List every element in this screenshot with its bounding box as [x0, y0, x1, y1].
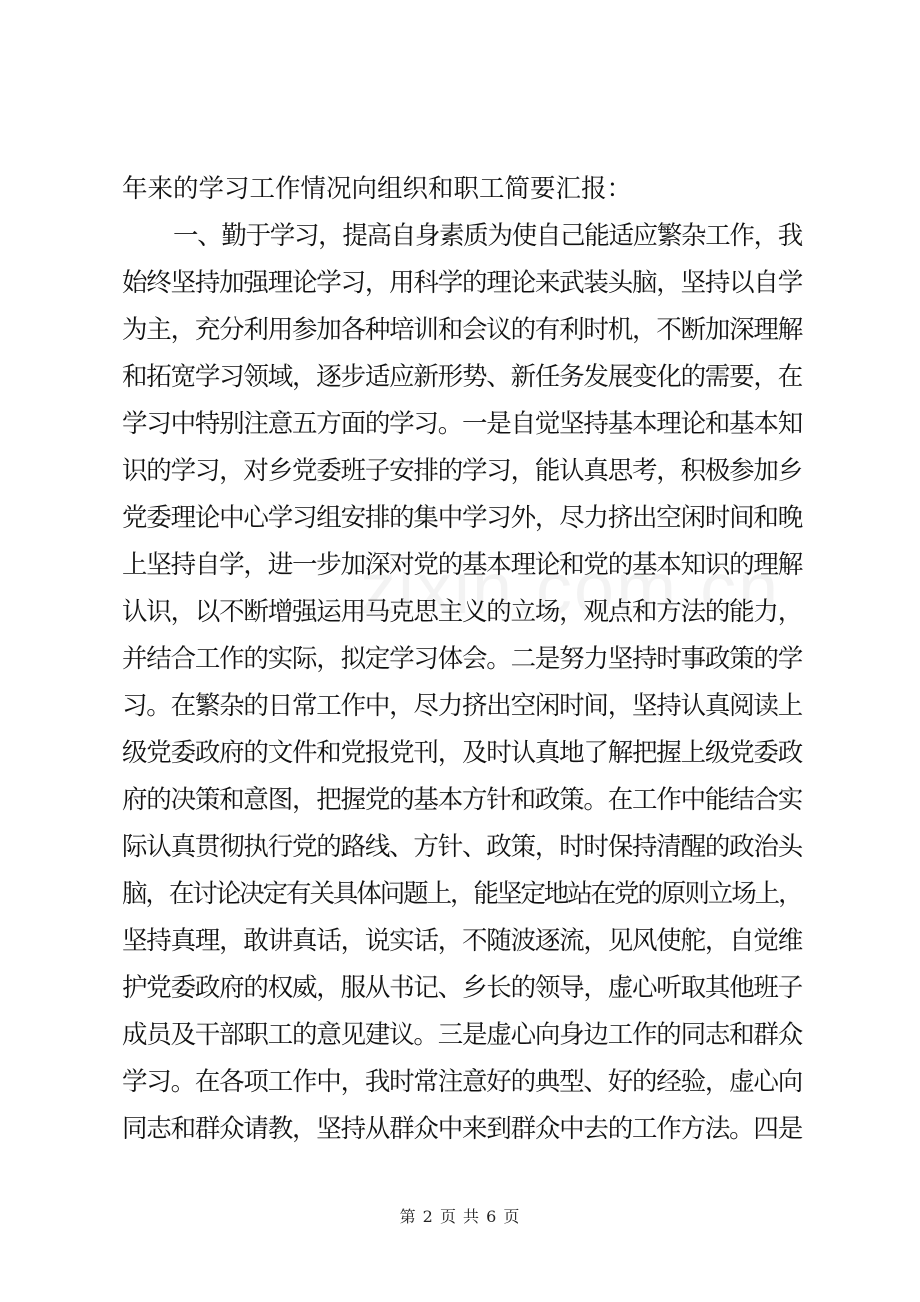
text-line: 同志和群众请教，坚持从群众中来到群众中去的工作方法。四是: [122, 1114, 803, 1144]
text-line: 成员及干部职工的意见建议。三是虚心向身边工作的同志和群众: [122, 1020, 803, 1050]
text-line: 习。在繁杂的日常工作中，尽力挤出空闲时间，坚持认真阅读上: [122, 691, 803, 721]
document-body: [122, 166, 802, 1153]
text-line: 护党委政府的权威，服从书记、乡长的领导，虚心听取其他班子: [122, 973, 803, 1003]
text-line: 级党委政府的文件和党报党刊，及时认真地了解把握上级党委政: [122, 738, 803, 768]
text-line: 始终坚持加强理论学习，用科学的理论来武装头脑，坚持以自学: [122, 268, 803, 298]
text-line: 坚持真理，敢讲真话，说实话，不随波逐流，见风使舵，自觉维: [122, 926, 803, 956]
text-line: 为主，充分利用参加各种培训和会议的有利时机，不断加深理解: [122, 315, 803, 345]
page-number-footer: 第 2 页 共 6 页: [399, 1207, 521, 1226]
text-line: 学习中特别注意五方面的学习。一是自觉坚持基本理论和基本知: [122, 409, 803, 439]
text-line: 际认真贯彻执行党的路线、方针、政策，时时保持清醒的政治头: [122, 832, 803, 862]
text-line: 上坚持自学，进一步加深对党的基本理论和党的基本知识的理解: [122, 550, 803, 580]
text-line: 学习。在各项工作中，我时常注意好的典型、好的经验，虚心向: [122, 1067, 803, 1097]
text-line: 府的决策和意图，把握党的基本方针和政策。在工作中能结合实: [122, 785, 803, 815]
text-line: 识的学习，对乡党委班子安排的学习，能认真思考，积极参加乡: [122, 456, 803, 486]
text-line: 党委理论中心学习组安排的集中学习外，尽力挤出空闲时间和晚: [122, 503, 803, 533]
text-line: 和拓宽学习领域，逐步适应新形势、新任务发展变化的需要，在: [122, 362, 803, 392]
text-line: 年来的学习工作情况向组织和职工简要汇报：: [122, 174, 633, 204]
text-line: 认识，以不断增强运用马克思主义的立场，观点和方法的能力，: [122, 597, 803, 627]
text-line: 并结合工作的实际，拟定学习体会。二是努力坚持时事政策的学: [122, 644, 803, 674]
paragraph-start-line: 一、勤于学习，提高自身素质为使自己能适应繁杂工作，我: [173, 221, 803, 251]
text-line: 脑，在讨论决定有关具体问题上，能坚定地站在党的原则立场上，: [122, 879, 802, 909]
